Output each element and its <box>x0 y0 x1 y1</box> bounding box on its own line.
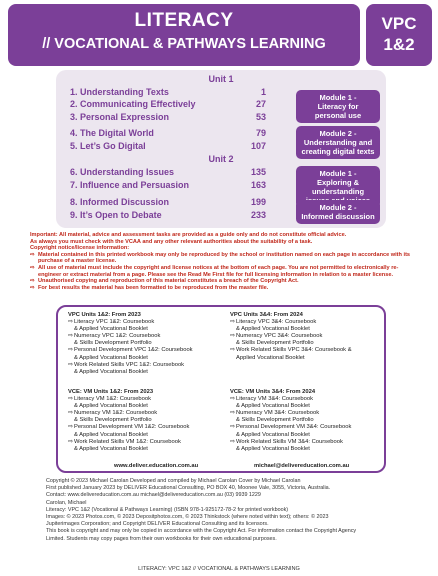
module-box <box>296 200 380 224</box>
toc-item[interactable] <box>70 99 290 109</box>
vm34-column <box>230 389 384 453</box>
copyright-line: Carolan, Michael <box>46 499 87 506</box>
unit1-label: Unit 1 <box>208 74 234 84</box>
copyright-block <box>46 478 416 543</box>
vpc34-column <box>230 312 384 362</box>
list-item-cont: & Applied Vocational Booklet <box>74 326 148 333</box>
toc-item[interactable] <box>70 112 290 122</box>
list-item: ⇨ Personal Development VM 3&4: Coursebook <box>230 424 384 431</box>
column-heading: VCE: VM Units 1&2: From 2023 <box>68 389 154 395</box>
toc-item-label: 2. Communicating Effectively <box>70 99 196 109</box>
module-text: Module 2 - <box>319 203 357 212</box>
toc-item-page: 107 <box>250 141 266 151</box>
toc-item[interactable] <box>70 210 290 220</box>
vpc-badge-line1: VPC <box>381 14 417 33</box>
list-item: ⇨ Work Related Skills VPC 3&4: Coursebook & <box>230 347 384 354</box>
list-item: ⇨ Personal Development VM 1&2: Coursebook <box>68 424 228 431</box>
toc-item-page: 1 <box>260 87 266 97</box>
module-text: Understanding and <box>303 138 373 147</box>
column-heading: VPC Units 1&2: From 2023 <box>68 312 141 318</box>
module-box <box>296 90 380 123</box>
copyright-line: Images: © 2023 Photos.com, © 2023 Depositphotos.com, © 2023 Thinkstock (where noted within text); others: © 2023 <box>46 514 329 521</box>
module-text: Informed discussion <box>301 212 375 221</box>
toc-item-page: 135 <box>250 167 266 177</box>
toc-item[interactable] <box>70 128 290 138</box>
module-text: creating digital texts <box>301 147 375 156</box>
product-list-box <box>56 305 386 473</box>
copyright-line: Jupiterimages Corporation; and Copyright DELIVER Educational Consulting and its licensors. <box>46 521 269 528</box>
copyright-line: Literacy: VPC 1&2 (Vocational & Pathways Learning) (ISBN 978-1-925172-78-2 for printed workbook) <box>46 506 289 513</box>
notice-point: ⇨ Unauthorised copying and reproduction of this material constitutes a breach of the Copyright Act. <box>30 278 416 285</box>
list-item: ⇨ Literacy VPC 1&2: Coursebook <box>68 319 228 326</box>
list-item: ⇨ Work Related Skills VM 3&4: Coursebook <box>230 439 384 446</box>
module-text: personal use <box>314 111 362 120</box>
toc-item-label: 7. Influence and Persuasion <box>70 180 190 190</box>
list-item-cont: & Applied Vocational Booklet <box>74 354 148 361</box>
vpc12-column <box>68 312 228 376</box>
list-item: ⇨ Personal Development VPC 1&2: Coursebook <box>68 347 228 354</box>
page-subtitle: // VOCATIONAL & PATHWAYS LEARNING <box>42 36 326 52</box>
list-item-cont: & Applied Vocational Booklet <box>236 431 310 438</box>
toc-item-page: 233 <box>250 210 266 220</box>
copyright-line: First published January 2023 by DELIVER Educational Consulting, PO BOX 40, Moonee Vale, 3055, Victoria, Australia. <box>46 485 331 492</box>
copyright-line: This book is copyright and may only be copied in accordance with the Copyright Act. For information contact the Copyright Agency <box>46 528 357 535</box>
notice-line: As always you must check with the VCAA and any other relevant authorities about the suitability of a task. <box>30 238 313 245</box>
module-text: Exploring & understanding <box>311 178 365 196</box>
toc-item-page: 53 <box>255 112 266 122</box>
column-heading: VPC Units 3&4: From 2024 <box>230 312 303 318</box>
list-item: ⇨ Numeracy VPC 1&2: Coursebook <box>68 333 228 340</box>
toc-item-page: 163 <box>250 180 266 190</box>
unit2-label: Unit 2 <box>208 154 234 164</box>
website-link[interactable]: www.deliver.education.com.au <box>114 463 199 469</box>
notice-line: Important: All material, advice and assessment tasks are provided as a guide only and do not constitute official advice. <box>30 232 347 238</box>
toc-item-label: 6. Understanding Issues <box>70 167 175 177</box>
module-text: Module 1 - <box>319 169 357 178</box>
list-item: ⇨ Numeracy VPC 3&4: Coursebook <box>230 333 384 340</box>
notice-point: ⇨ For best results the material has been formatted to be reproduced from the master file. <box>30 285 416 292</box>
list-item-cont: & Skills Development Portfolio <box>74 340 152 347</box>
notice-point: ⇨ Material contained in this printed workbook may only be reproduced by the school or institution named on each page in accordance with its purchase of a master license. <box>30 252 416 265</box>
page-footer: LITERACY: VPC 1&2 // VOCATIONAL & PATHWAYS LEARNING <box>138 566 300 572</box>
toc-item[interactable] <box>70 197 290 207</box>
table-of-contents <box>56 70 386 228</box>
important-notice <box>30 232 416 291</box>
copyright-line: Copyright © 2023 Michael Carolan Developed and compiled by Michael Carolan Cover by Michael Carolan <box>46 478 301 484</box>
toc-item-label: 3. Personal Expression <box>70 112 170 122</box>
notice-point: ⇨ All use of material must include the copyright and license notices at the bottom of each page. You are not permitted to electronically re-engineer or extract material from a page. Please see the Read Me First file for full licensing information in relation to a master license. <box>30 265 416 278</box>
toc-item-label: 8. Informed Discussion <box>70 197 170 207</box>
list-item-cont: & Applied Vocational Booklet <box>74 431 148 438</box>
toc-item-page: 79 <box>255 128 266 138</box>
list-item-cont: & Skills Development Portfolio <box>74 417 152 424</box>
title-banner <box>8 4 360 66</box>
vpc-badge <box>366 4 432 66</box>
page-title: LITERACY <box>134 10 234 31</box>
module-box <box>296 126 380 159</box>
module-text: Module 2 - <box>319 129 357 138</box>
list-item-cont: & Applied Vocational Booklet <box>74 368 148 375</box>
email-link[interactable]: michael@delivereducation.com.au <box>254 463 350 469</box>
column-heading: VCE: VM Units 3&4: From 2024 <box>230 389 316 395</box>
list-item: ⇨ Work Related Skills VM 1&2: Coursebook <box>68 439 228 446</box>
toc-item-label: 9. It’s Open to Debate <box>70 210 162 220</box>
module-text: Literacy for <box>317 102 359 111</box>
list-item-cont: & Skills Development Portfolio <box>236 340 314 347</box>
toc-item[interactable] <box>70 167 290 177</box>
list-item-cont: & Applied Vocational Booklet <box>236 403 310 410</box>
list-item-cont: Applied Vocational Booklet <box>236 354 305 361</box>
list-item-cont: & Applied Vocational Booklet <box>74 403 148 410</box>
copyright-line: Limited. Students may copy pages from their own workbooks for their own educational purposes. <box>46 535 277 542</box>
list-item: ⇨ Numeracy VM 1&2: Coursebook <box>68 410 228 417</box>
copyright-line: Contact: www.delivereducation.com.au michael@delivereducation.com.au (03) 9939 1229 <box>46 492 261 499</box>
toc-item-page: 199 <box>250 197 266 207</box>
toc-item-page: 27 <box>255 99 266 109</box>
list-item-cont: & Applied Vocational Booklet <box>74 445 148 452</box>
toc-item[interactable] <box>70 180 290 190</box>
toc-item[interactable] <box>70 87 290 97</box>
list-item: ⇨ Numeracy VM 3&4: Coursebook <box>230 410 384 417</box>
list-item-cont: & Applied Vocational Booklet <box>236 445 310 452</box>
toc-item[interactable] <box>70 141 290 151</box>
list-item-cont: & Skills Development Portfolio <box>236 417 314 424</box>
list-item: ⇨ Literacy VM 1&2: Coursebook <box>68 396 228 403</box>
toc-item-label: 4. The Digital World <box>70 128 154 138</box>
toc-item-label: 5. Let’s Go Digital <box>70 141 146 151</box>
vpc-badge-line2: 1&2 <box>383 35 415 54</box>
module-text: Module 1 - <box>319 93 357 102</box>
list-item: ⇨ Literacy VPC 3&4: Coursebook <box>230 319 384 326</box>
list-item-cont: & Applied Vocational Booklet <box>236 326 310 333</box>
notice-line: Copyright notice/license information: <box>30 245 130 252</box>
list-item: ⇨ Work Related Skills VPC 1&2: Coursebook <box>68 362 228 369</box>
vm12-column <box>68 389 228 453</box>
toc-item-label: 1. Understanding Texts <box>70 87 169 97</box>
list-item: ⇨ Literacy VM 3&4: Coursebook <box>230 396 384 403</box>
